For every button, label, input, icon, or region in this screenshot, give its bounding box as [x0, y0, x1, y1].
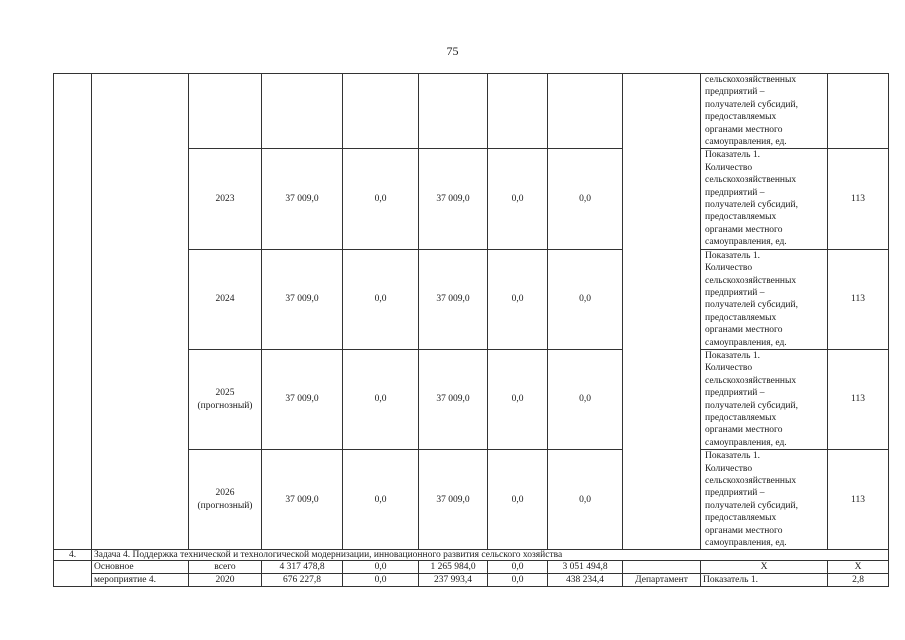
cell-local: 0,0 — [488, 249, 548, 349]
cell-other: 0,0 — [548, 149, 623, 249]
table-row — [54, 574, 889, 587]
cell-executor: Департамент — [623, 574, 701, 587]
cell-indicator: Показатель 1. Количество сельскохозяйственных предприятий – получателей субсидий, предоставляемых органами местного самоуправления, ед. — [701, 149, 828, 249]
cell-number — [54, 74, 92, 550]
cell-year: всего — [189, 561, 262, 574]
cell-federal — [343, 74, 419, 149]
cell-federal: 0,0 — [343, 561, 419, 574]
cell-target: 2,8 — [828, 574, 889, 587]
table-row — [54, 561, 889, 574]
cell-regional: 1 265 984,0 — [419, 561, 488, 574]
cell-federal: 0,0 — [343, 450, 419, 550]
cell-local — [488, 74, 548, 149]
cell-federal: 0,0 — [343, 149, 419, 249]
cell-local: 0,0 — [488, 574, 548, 587]
cell-target: 113 — [828, 249, 889, 349]
cell-regional: 37 009,0 — [419, 349, 488, 449]
cell-other: 0,0 — [548, 450, 623, 550]
cell-local: 0,0 — [488, 450, 548, 550]
cell-total: 4 317 478,8 — [262, 561, 343, 574]
cell-total: 676 227,8 — [262, 574, 343, 587]
program-table — [53, 73, 889, 587]
cell-total: 37 009,0 — [262, 450, 343, 550]
cell-year — [189, 74, 262, 149]
cell-indicator: Показатель 1. Количество сельскохозяйственных предприятий – получателей субсидий, предоставляемых органами местного самоуправления, ед. — [701, 349, 828, 449]
page-number: 75 — [446, 44, 459, 58]
cell-year: 2023 — [189, 149, 262, 249]
cell-target: Х — [828, 561, 889, 574]
cell-federal: 0,0 — [343, 349, 419, 449]
task-row — [54, 550, 889, 561]
cell-other: 438 234,4 — [548, 574, 623, 587]
event-name-line1: Основное — [92, 561, 189, 574]
cell-year: 2025 (прогнозный) — [189, 349, 262, 449]
cell-total: 37 009,0 — [262, 249, 343, 349]
cell-year: 2026 (прогнозный) — [189, 450, 262, 550]
cell-other: 3 051 494,8 — [548, 561, 623, 574]
cell-event-name — [92, 74, 189, 550]
cell-other: 0,0 — [548, 249, 623, 349]
cell-total: 37 009,0 — [262, 149, 343, 249]
cell-local: 0,0 — [488, 561, 548, 574]
cell-other: 0,0 — [548, 349, 623, 449]
task-number: 4. — [54, 550, 92, 561]
cell-local: 0,0 — [488, 149, 548, 249]
cell-target: 113 — [828, 349, 889, 449]
cell-regional: 37 009,0 — [419, 149, 488, 249]
cell-indicator: Показатель 1. Количество сельскохозяйственных предприятий – получателей субсидий, предоставляемых органами местного самоуправления, ед. — [701, 249, 828, 349]
cell-indicator: Х — [701, 561, 828, 574]
cell-federal: 0,0 — [343, 249, 419, 349]
cell-year: 2020 — [189, 574, 262, 587]
cell-regional: 237 993,4 — [419, 574, 488, 587]
task-title: Задача 4. Поддержка технической и технологической модернизации, инновационного развития сельского хозяйства — [92, 550, 889, 561]
cell-year: 2024 — [189, 249, 262, 349]
cell-local: 0,0 — [488, 349, 548, 449]
cell-executor — [623, 561, 701, 574]
cell-indicator: Показатель 1. — [701, 574, 828, 587]
cell-total — [262, 74, 343, 149]
cell-number — [54, 561, 92, 587]
cell-target: 113 — [828, 149, 889, 249]
cell-regional: 37 009,0 — [419, 249, 488, 349]
cell-federal: 0,0 — [343, 574, 419, 587]
table-row — [54, 74, 889, 149]
event-name-line2: мероприятие 4. — [92, 574, 189, 587]
cell-target: 113 — [828, 450, 889, 550]
cell-regional: 37 009,0 — [419, 450, 488, 550]
cell-other — [548, 74, 623, 149]
cell-executor — [623, 74, 701, 550]
cell-regional — [419, 74, 488, 149]
cell-indicator: Показатель 1. Количество сельскохозяйственных предприятий – получателей субсидий, предоставляемых органами местного самоуправления, ед. — [701, 450, 828, 550]
cell-total: 37 009,0 — [262, 349, 343, 449]
cell-indicator: сельскохозяйственных предприятий – получателей субсидий, предоставляемых органами местного самоуправления, ед. — [701, 74, 828, 149]
cell-target — [828, 74, 889, 149]
